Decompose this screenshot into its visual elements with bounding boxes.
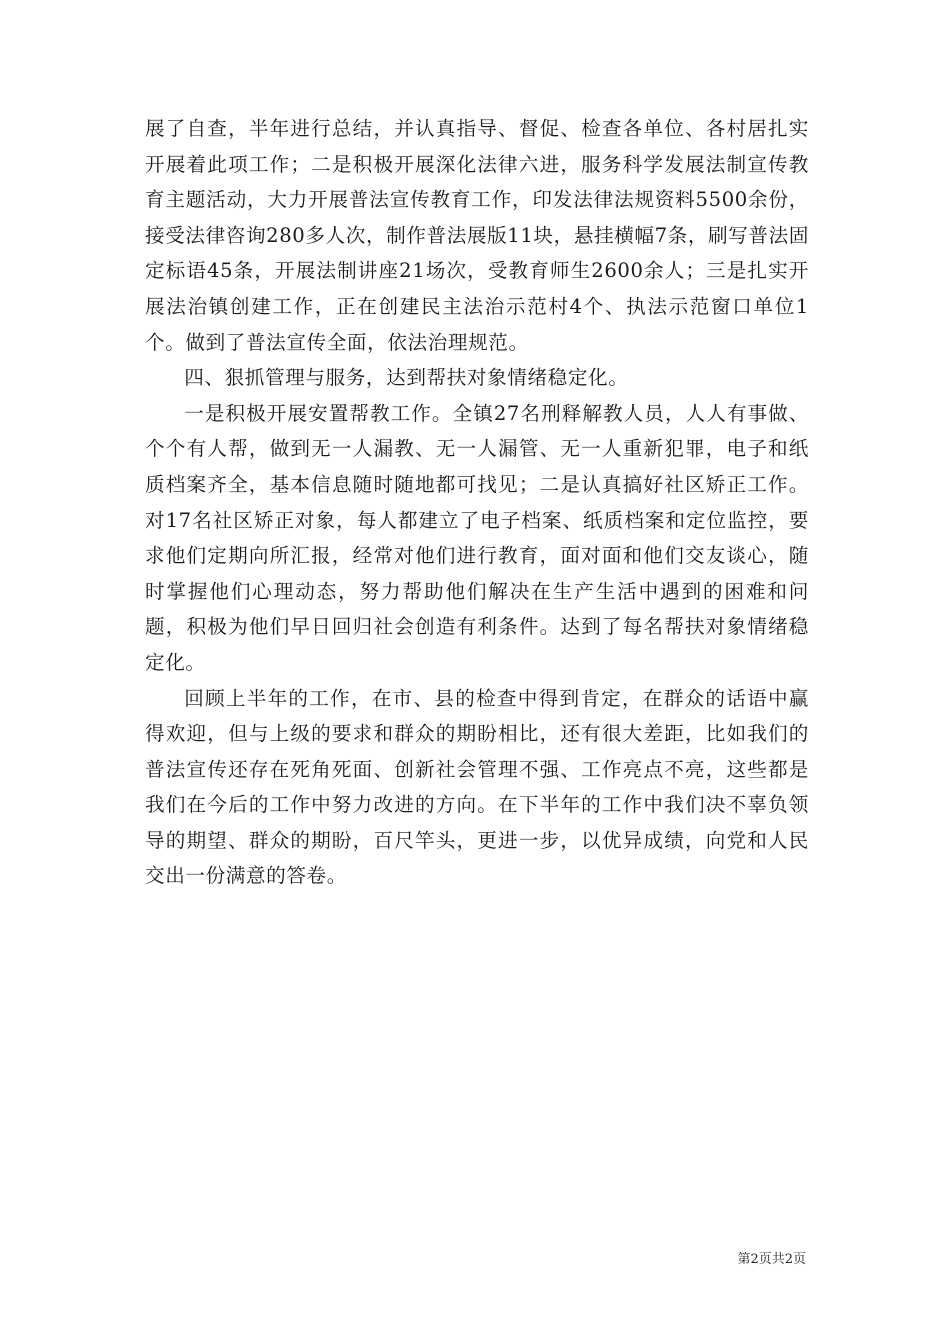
paragraph-rehabilitation-work: 一是积极开展安置帮教工作。全镇27名刑释解教人员，人人有事做、个个有人帮，做到无一人漏教、无一人漏管、无一人重新犯罪，电子和纸质档案齐全，基本信息随时随地都可找见；二是认真搞好社区矫正工作。对17名社区矫正对象，每人都建立了电子档案、纸质档案和定位监控，要求他们定期向所汇报，经常对他们进行教育，面对面和他们交友谈心，随时掌握他们心理动态，努力帮助他们解决在生产生活中遇到的困难和问题，积极为他们早日回归社会创造有利条件。达到了每名帮扶对象情绪稳定化。: [145, 401, 809, 674]
page-number-footer: 第2页共2页: [737, 1252, 806, 1267]
paragraph-summary-review: 回顾上半年的工作，在市、县的检查中得到肯定，在群众的话语中赢得欢迎，但与上级的要求和群众的期盼相比，还有很大差距，比如我们的普法宣传还存在死角死面、创新社会管理不强、工作亮点不亮，这些都是我们在今后的工作中努力改进的方向。在下半年的工作中我们决不辜负领导的期望、群众的期盼，百尺竿头，更进一步，以优异成绩，向党和人民交出一份满意的答卷。: [145, 686, 809, 888]
document-body: [145, 111, 809, 894]
paragraph-legal-education: 展了自查，半年进行总结，并认真指导、督促、检查各单位、各村居扎实开展着此项工作；二是积极开展深化法律六进，服务科学发展法制宣传教育主题活动，大力开展普法宣传教育工作，印发法律法规资料5500余份，接受法律咨询280多人次，制作普法展版11块，悬挂横幅7条，刷写普法固定标语45条，开展法制讲座21场次，受教育师生2600余人；三是扎实开展法治镇创建工作，正在创建民主法治示范村4个、执法示范窗口单位1个。做到了普法宣传全面，依法治理规范。: [145, 117, 810, 354]
section-heading-management-service: 四、狠抓管理与服务，达到帮扶对象情绪稳定化。: [184, 366, 629, 390]
